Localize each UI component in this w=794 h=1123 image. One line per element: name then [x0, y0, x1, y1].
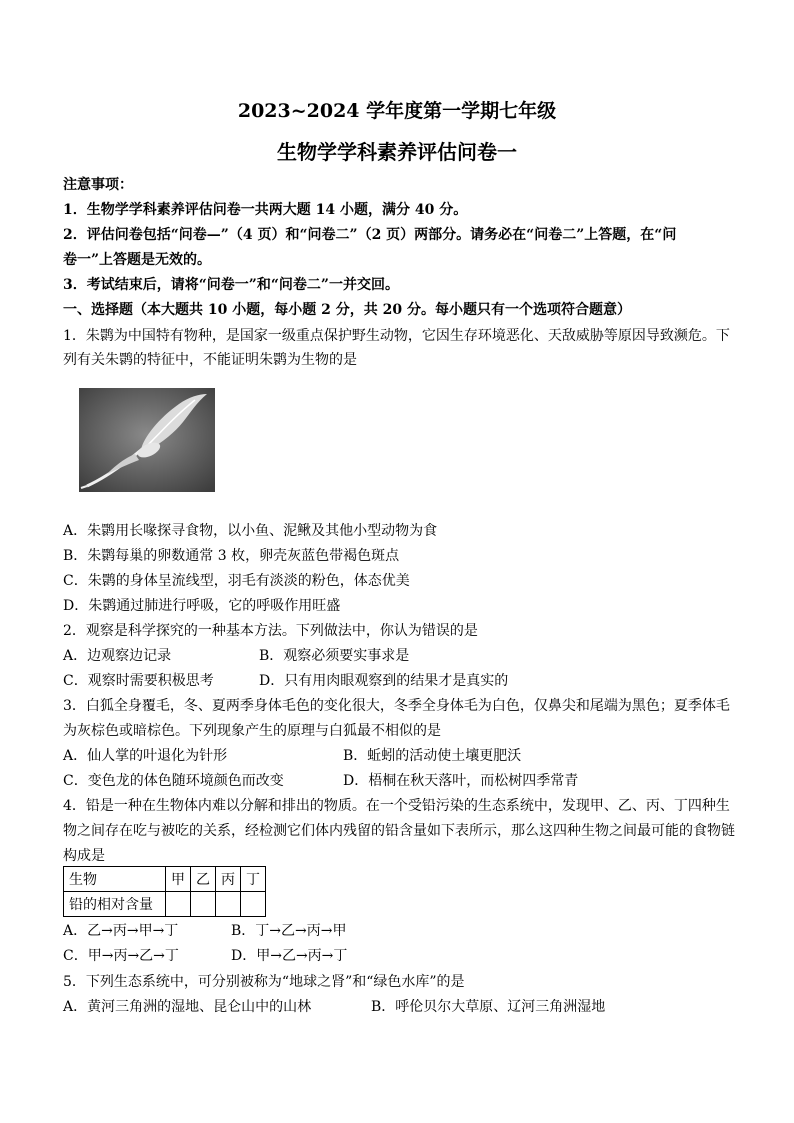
table-cell: 铅的相对含量: [64, 892, 166, 917]
exam-title-line2: 生物学学科素养评估问卷一: [277, 140, 517, 164]
q1-option-c: C．朱鹮的身体呈流线型，羽毛有淡淡的粉色，体态优美: [63, 573, 410, 589]
exam-title-line1: 2023~2024 学年度第一学期七年级: [237, 100, 557, 122]
q4-option-d: D．甲→乙→丙→丁: [231, 948, 348, 964]
q1-stem-line2: 列有关朱鹮的特征中，不能证明朱鹮为生物的是: [63, 352, 357, 368]
table-cell: 丁: [241, 867, 266, 892]
q3-stem-line1: 3．白狐全身覆毛，冬、夏两季身体毛色的变化很大，冬季全身体毛为白色，仅鼻尖和尾端为黑色；夏季体毛: [63, 698, 730, 714]
table-cell: [191, 892, 216, 917]
note-item-2-cont: 卷一”上答题是无效的。: [63, 252, 212, 268]
table-cell: 生物: [64, 867, 166, 892]
q4-stem-line3: 构成是: [63, 848, 105, 864]
table-row: [64, 892, 266, 917]
q3-option-b: B．蚯蚓的活动使土壤更肥沃: [343, 748, 522, 764]
q1-option-d: D．朱鹮通过肺进行呼吸，它的呼吸作用旺盛: [63, 598, 341, 614]
table-cell: 甲: [166, 867, 191, 892]
q2-option-d: D．只有用肉眼观察到的结果才是真实的: [259, 673, 509, 689]
q1-stem-line1: 1．朱鹮为中国特有物种，是国家一级重点保护野生动物，它因生存环境恶化、天敌威胁等原因导致濒危。下: [63, 328, 730, 344]
section-heading: 一、选择题（本大题共 10 小题，每小题 2 分，共 20 分。每小题只有一个选项符合题意）: [63, 302, 631, 318]
q4-option-c: C．甲→丙→乙→丁: [63, 948, 179, 964]
q4-stem-line1: 4．铅是一种在生物体内难以分解和排出的物质。在一个受铅污染的生态系统中，发现甲、乙、丙、丁四种生: [63, 798, 730, 814]
note-item-3: 3．考试结束后，请将“问卷一”和“问卷二”一并交回。: [63, 277, 399, 293]
q4-option-b: B．丁→乙→丙→甲: [231, 923, 347, 939]
note-item-1: 1．生物学学科素养评估问卷一共两大题 14 小题，满分 40 分。: [63, 202, 468, 218]
q5-option-b: B．呼伦贝尔大草原、辽河三角洲湿地: [371, 999, 606, 1015]
ibis-photo: [79, 388, 215, 492]
notes-heading: 注意事项：: [63, 177, 133, 193]
q1-option-b: B．朱鹮每巢的卵数通常 3 枚，卵壳灰蓝色带褐色斑点: [63, 548, 400, 564]
q3-option-a: A．仙人掌的叶退化为针形: [63, 748, 228, 764]
q2-option-a: A．边观察边记录: [63, 648, 172, 664]
table-row: [64, 867, 266, 892]
q2-stem: 2．观察是科学探究的一种基本方法。下列做法中，你认为错误的是: [63, 623, 478, 639]
table-cell: 丙: [216, 867, 241, 892]
q3-stem-line2: 为灰棕色或暗棕色。下列现象产生的原理与白狐最不相似的是: [63, 723, 441, 739]
q5-stem: 5．下列生态系统中，可分别被称为“地球之肾”和“绿色水库”的是: [63, 974, 465, 990]
table-cell: [166, 892, 191, 917]
table-cell: 乙: [191, 867, 216, 892]
table-cell: [241, 892, 266, 917]
q3-option-c: C．变色龙的体色随环境颜色而改变: [63, 773, 284, 789]
q3-option-d: D．梧桐在秋天落叶，而松树四季常青: [343, 773, 579, 789]
table-cell: [216, 892, 241, 917]
q2-option-c: C．观察时需要积极思考: [63, 673, 214, 689]
q5-option-a: A．黄河三角洲的湿地、昆仑山中的山林: [63, 999, 312, 1015]
lead-content-table: [63, 866, 266, 917]
q1-option-a: A．朱鹮用长喙探寻食物，以小鱼、泥鳅及其他小型动物为食: [63, 523, 438, 539]
note-item-2: 2．评估问卷包括“问卷—”（4 页）和“问卷二”（2 页）两部分。请务必在“问卷二”上答题，在“问: [63, 227, 677, 243]
q2-option-b: B．观察必须要实事求是: [259, 648, 410, 664]
q4-stem-line2: 物之间存在吃与被吃的关系，经检测它们体内残留的铅含量如下表所示，那么这四种生物之间最可能的食物链: [63, 823, 735, 839]
q4-option-a: A．乙→丙→甲→丁: [63, 923, 179, 939]
